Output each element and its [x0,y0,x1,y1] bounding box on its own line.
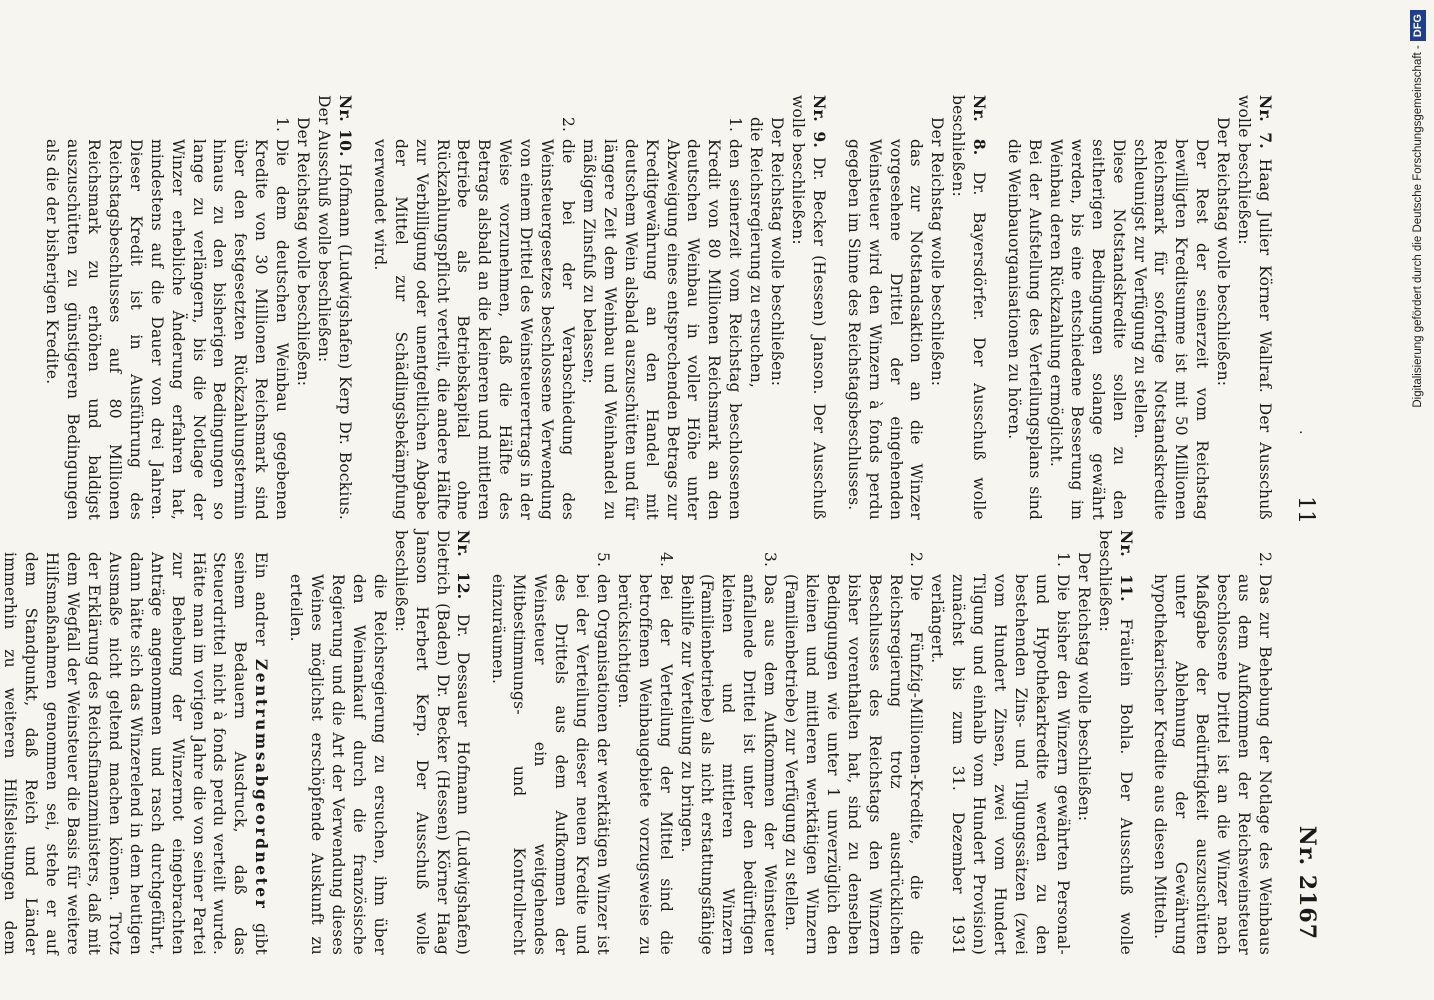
motion-nr-11 [487,530,1135,955]
list-text: Die Fünfzig-Millionen-Kredite, die die Reichsregierung trotz ausdrücklichen Beschlusses des Reichstags den Winzern bisher vorenthalten hat, sind zu denselben Bedingungen wie unter 1 unverzüglich den kleinen und mittleren werktätigen Winzern (Familienbetriebe) zur Verfügung zu stellen. [782,574,926,955]
page-number: 11 [1293,496,1318,524]
list-item [1150,530,1275,955]
list-text: den Organisationen der werktätigen Winzer ist bei der Verteilung dieser neuen Kredite und des Drittels aus dem Aufkommen der Weinsteuer ein weitgehendes Mitbestimmungs- und Kontrollrecht einzuräumen. [489,574,612,955]
left-column [27,95,1275,520]
list-text: Die bisher den Winzern gewährten Personal- und Hypothekarkredite werden zu den bestehenden Zins- und Tilgungssätzen (zwei vom Hundert Zinsen, zwei vom Hundert Tilgung und einhalb vom Hundert Provision) zunächst bis zum 31. Dezember 1931 verlängert. [928,574,1072,955]
motion-nr-7 [1003,95,1275,520]
motion-nr-12 [285,530,473,955]
prose-paragraph [0,530,271,955]
motion-paragraph: Diese Notstandskredite sollen zu den seitherigen Bedingungen solange gewährt werden, bis eine entschiedene Besserung im Weinbau deren Rückzahlung ermöglicht. [1046,139,1128,520]
list-text: Bei der Verteilung der Mittel sind die betroffenen Weinbaugebiete vorzugsweise zu berücksichtigen. [614,574,675,955]
list-text: den seinerzeit vom Reichstag beschlossenen Kredit von 80 Millionen Reichsmark an den deutschen Weinbau in voller Höhe unter Abzweigung eines entsprechenden Betrags zur Kreditgewährung an den Handel mit deutschem Wein alsbald auszuschütten und für längere Zeit dem Weinbau und Weinhandel zu mäßigem Zinsfuß zu belassen; [579,139,745,520]
list-number: 1. [726,117,745,133]
list-number: 3. [761,552,780,568]
motion-intro: Hofmann (Ludwigshafen) Kerp Dr. Bockius. Der Ausschuß wolle beschließen: [315,95,354,520]
motion-number: Nr. 9. [809,95,829,148]
discussion-prose [0,530,271,955]
list-text: die bei der Verabschiedung des Weinsteuergesetzes beschlossene Verwendung von einem Drittel des Weinsteuerertrags in der Weise vorzunehmen, daß die Hälfte des Betrags alsbald an die kleineren und mittleren Betriebe als Betriebskapital ohne Rückzahlungspflicht verteilt, die andere Hälfte zur Verbilligung oder unentgeltlichen Abgabe der Mittel zur Schädlingsbekämpfung verwendet wird. [370,139,577,520]
page-header [1284,80,1324,940]
list-item [927,530,1073,955]
right-column [0,530,1275,955]
motion-intro: Dr. Bayersdörfer. Der Ausschuß wolle beschließen: [949,95,989,520]
header-separator: . [1296,430,1312,435]
credit-text [1407,10,1429,990]
list-text: Das aus dem Aufkommen der Weinsteuer anfallende Drittel ist unter den bedürftigen kleinen und mittleren Winzern (Familienbetriebe) als nicht erstattungsfähige Beihilfe zur Verteilung zu bringen. [677,574,780,955]
list-item [487,530,612,955]
list-number: 5. [593,552,612,568]
list-item [578,95,745,520]
motion-intro: Haag Julier Körner Wallraf. Der Ausschuß wolle beschließen: [1235,95,1274,520]
motion-intro: Dr. Becker (Hessen) Janson. Der Ausschuß wolle beschließen: [788,95,828,520]
motion-paragraph: Der Rest der seinerzeit vom Reichstag bewilligten Kreditsumme ist mit 50 Millionen Reichsmark für sofortige Notstandskredite schleunigst zur Verfügung zu stellen. [1130,139,1212,520]
speaker-role: Zentrumsabgeordneter [252,658,272,911]
document-number: Nr. 2167 [1294,825,1320,940]
motion-nr-10-continued [1150,530,1275,955]
list-number: 2. [1256,552,1274,568]
dfg-logo: DFG [1410,10,1426,41]
list-number: 1. [1053,552,1072,568]
motion-lead: Der Reichstag wolle beschließen: [1074,552,1093,822]
motion-lead: Der Reichstag wolle beschließen: [768,117,787,387]
motion-nr-8 [843,95,989,520]
list-number: 2. [907,552,926,568]
motion-paragraph: Bei der Aufstellung des Verteilungsplans sind die Weinbauorganisationen zu hören. [1005,139,1045,520]
list-item [369,95,578,520]
motion-intro: Dr. Dessauer Hofmann (Ludwigshafen) Dietrich (Baden) Dr. Becker (Hessen) Körner Haag Janson Herbert Kerp. Der Ausschuß wolle beschließen: [391,530,473,955]
list-number: 2. [559,117,577,133]
motion-lead: Der Reichstag wolle beschließen: [928,117,947,387]
motion-paragraph: die Reichsregierung zu ersuchen, ihm über den Weinankauf durch die französische Regierung und die Art der Verwendung dieses Weines möglichst erschöpfende Auskunft zu erteilen. [287,574,389,955]
motion-nr-9 [369,95,829,520]
motion-number: Nr. 11. [1116,530,1136,602]
digitization-credit [1405,10,1427,990]
list-item [41,95,292,520]
prose-text: gibt seinem Bedauern Ausdruck, daß das Steuerdrittel nicht à fonds perdu verteilt wurde. Hätte man im vorigen Jahre die von seiner Partei zur Behebung der Winzernot eingebrachten Anträge angenommen und rasch durchgeführt, dann hätte sich das Winzerelend in dem heutigen Ausmaße nicht geltend machen können. Trotz der Erklärung des Reichsfinanzministers, daß mit dem Wegfall der Weinsteuer die Basis für weitere Hilfsmaßnahmen genommen sei, stehe er auf dem Standpunkt, daß Reich und Länder immerhin zu weiteren Hilfsleistungen dem [1,552,271,955]
list-item [780,530,926,955]
motion-number: Nr. 7. [1256,95,1275,149]
list-item [613,530,676,955]
prose-text: Ein andrer [252,552,271,659]
motion-number: Nr. 8. [970,95,990,156]
motion-sublead: die Reichsregierung zu ersuchen, [747,117,766,388]
list-text: Die dem deutschen Weinbau gegebenen Kredite von 30 Millionen Reichsmark sind über den festgesetzten Rückzahlungstermin hinaus zu den bisherigen Bedingungen so lange zu verlängern, bis die Notlage der Winzer erhebliche Änderung erfahren hat, mindestens auf die Dauer von drei Jahren. Dieser Kredit ist in Ausführung des Reichstagsbeschlusses auf 80 Millionen Reichsmark zu erhöhen und baldigst auszuschütten zu günstigeren Bedingungen als die der bisherigen Kredite. [43,139,292,520]
motion-lead: Der Reichstag wolle beschließen: [294,117,313,387]
list-text: Das zur Behebung der Notlage des Weinbaus aus dem Aufkommen der Reichsweinsteuer beschlossene Drittel ist an die Winzer nach Maßgabe der Bedürftigkeit auszuschütten unter Ablehnung der Gewährung hypothekarischer Kredite aus diesen Mitteln. [1151,574,1274,955]
credit-line: Digitalisierung gefördert durch die Deutsche Forschungsgemeinschaft - [1412,45,1424,408]
motion-number: Nr. 12. [454,530,474,600]
list-number: 1. [273,117,292,133]
list-item [676,530,781,955]
motion-paragraph: das zur Notstandsaktion an die Winzer vorgesehene Drittel der eingehenden Weinsteuer wird den Winzern à fonds perdu gegeben im Sinne des Reichstagsbeschlusses. [844,139,926,520]
motion-number: Nr. 10. [335,95,355,157]
list-number: 4. [656,552,675,568]
motion-nr-10 [41,95,355,520]
motion-intro: Fräulein Bohla. Der Ausschuß wolle beschließen: [1095,530,1135,955]
motion-lead: Der Reichstag wolle beschließen: [1214,117,1233,387]
